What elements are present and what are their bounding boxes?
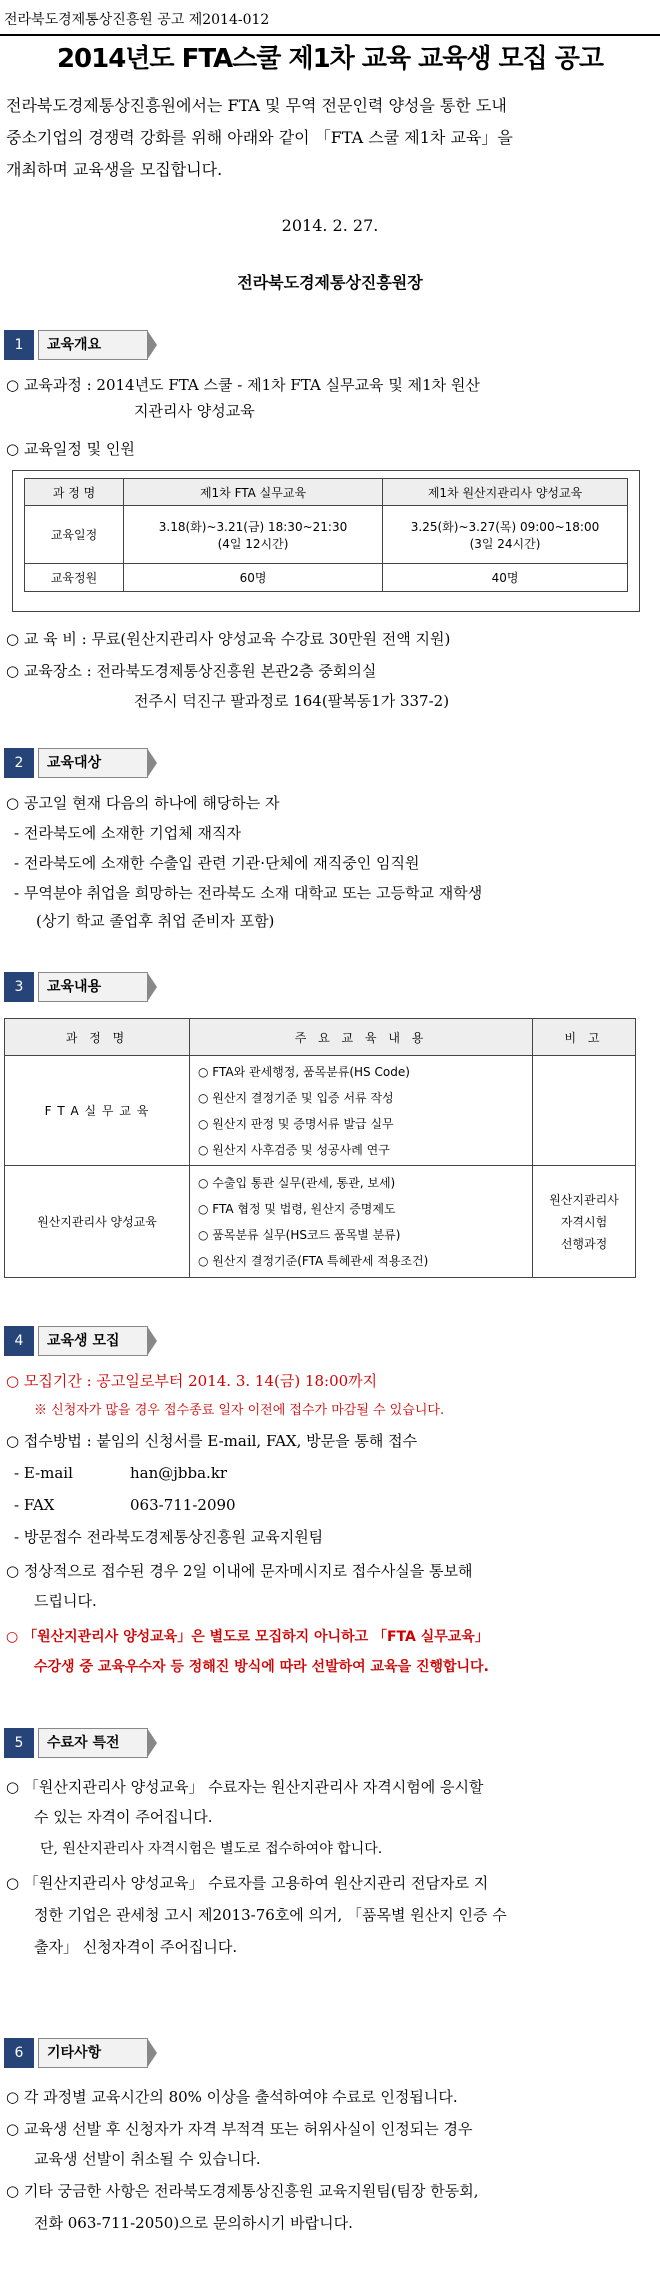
table-header: 제1차 원산지관리사 양성교육 [383, 479, 628, 506]
recruit-method: ○ 접수방법 : 붙임의 신청서를 E-mail, FAX, 방문을 통해 접수 [6, 1432, 418, 1450]
notice-line: ○ 정상적으로 접수된 경우 2일 이내에 문자메시지로 접수사실을 통보해 [6, 1562, 473, 1580]
course-name: 원산지관리사 양성교육 [5, 1166, 190, 1278]
list-item: ○ 수출입 통관 실무(관세, 통관, 보세) [198, 1175, 396, 1190]
target-line: - 전라북도에 소재한 기업체 재직자 [14, 824, 242, 842]
doc-number: 전라북도경제통상진흥원 공고 제2014-012 [4, 12, 270, 28]
section-label: 수료자 특전 [38, 1728, 148, 1758]
row-label: 교육정원 [25, 564, 124, 592]
note-line: 자격시험 [560, 1214, 608, 1229]
visit-line: - 방문접수 전라북도경제통상진흥원 교육지원팀 [14, 1528, 324, 1546]
table-header: 주 요 교 육 내 용 [190, 1019, 533, 1056]
warning-line-cont: 수강생 중 교육우수자 등 정해진 방식에 따라 선발하여 교육을 진행합니다. [34, 1659, 489, 1675]
cell-line: 3.25(화)~3.27(목) 09:00~18:00 [410, 519, 600, 534]
table-cell [383, 506, 628, 564]
course-name: F T A 실 무 교 육 [5, 1056, 190, 1166]
section-label: 교육내용 [38, 972, 148, 1002]
etc-line: 교육생 선발이 취소될 수 있습니다. [34, 2150, 261, 2168]
cell-line: (3일 24시간) [469, 536, 541, 551]
page-title: 2014년도 FTA스쿨 제1차 교육 교육생 모집 공고 [56, 44, 604, 74]
table-header: 비 고 [533, 1019, 636, 1056]
recruit-period-note: ※ 신청자가 많을 경우 접수종료 일자 이전에 접수가 마감될 수 있습니다. [34, 1403, 445, 1418]
table-header: 과 정 명 [5, 1019, 190, 1056]
content-table [4, 1018, 636, 1278]
email-label: - E-mail [14, 1464, 73, 1482]
section-number: 6 [4, 2038, 34, 2068]
course-line: ○ 교육과정 : 2014년도 FTA 스쿨 - 제1차 FTA 실무교육 및 제1차 원산 [6, 376, 480, 394]
agency-name: 전라북도경제통상진흥원장 [237, 273, 423, 292]
course-line-cont: 지관리사 양성교육 [134, 402, 255, 420]
venue-line: ○ 교육장소 : 전라북도경제통상진흥원 본관2층 중회의실 [6, 662, 377, 680]
announcement-date: 2014. 2. 27. [281, 216, 379, 235]
section-label: 교육생 모집 [38, 1326, 148, 1356]
fax-label: - FAX [14, 1496, 55, 1514]
benefit-line: 단, 원산지관리사 자격시험은 별도로 접수하여야 합니다. [40, 1841, 383, 1857]
table-cell [124, 506, 383, 564]
etc-line: ○ 교육생 선발 후 신청자가 자격 부적격 또는 허위사실이 인정되는 경우 [6, 2120, 473, 2138]
warning-line: ○ 「원산지관리사 양성교육」은 별도로 모집하지 아니하고 「FTA 실무교육」 [6, 1629, 489, 1645]
list-item: ○ 원산지 사후검증 및 성공사례 연구 [198, 1142, 390, 1157]
intro-line: 개최하며 교육생을 모집합니다. [6, 160, 223, 179]
row-label: 교육일정 [25, 506, 124, 564]
list-item: ○ 품목분류 실무(HS코드 품목별 분류) [198, 1227, 401, 1242]
note-line: 원산지관리사 [549, 1192, 619, 1207]
list-item: ○ 원산지 결정기준 및 입증 서류 작성 [198, 1090, 394, 1105]
benefit-line: ○ 「원산지관리사 양성교육」 수료자를 고용하여 원산지관리 전담자로 지 [6, 1874, 489, 1892]
note-cell [533, 1166, 636, 1278]
section-number: 5 [4, 1728, 34, 1758]
intro-paragraph [6, 90, 652, 186]
table-cell: 60명 [124, 564, 383, 592]
benefit-line: 수 있는 자격이 주어집니다. [34, 1808, 213, 1826]
cell-line: 3.18(화)~3.21(금) 18:30~21:30 [158, 519, 348, 534]
section-number: 4 [4, 1326, 34, 1356]
target-line: ○ 공고일 현재 다음의 하나에 해당하는 자 [6, 794, 280, 812]
note-line: 선행과정 [560, 1236, 608, 1251]
course-items [190, 1166, 533, 1278]
section-label: 교육대상 [38, 748, 148, 778]
section-label: 기타사항 [38, 2038, 148, 2068]
fax-value: 063-711-2090 [130, 1496, 236, 1514]
benefit-line: 출자」 신청자격이 주어집니다. [34, 1938, 238, 1956]
email-value: han@jbba.kr [130, 1464, 228, 1482]
table-cell: 40명 [383, 564, 628, 592]
list-item: ○ FTA와 관세행정, 품목분류(HS Code) [198, 1064, 410, 1079]
section-label: 교육개요 [38, 330, 148, 360]
section-number: 1 [4, 330, 34, 360]
etc-line: ○ 각 과정별 교육시간의 80% 이상을 출석하여야 수료로 인정됩니다. [6, 2088, 458, 2106]
notice-line-cont: 드립니다. [34, 1592, 97, 1610]
table-header: 제1차 FTA 실무교육 [124, 479, 383, 506]
intro-line: 중소기업의 경쟁력 강화를 위해 아래와 같이 「FTA 스쿨 제1차 교육」을 [6, 128, 513, 147]
fee-line: ○ 교 육 비 : 무료(원산지관리사 양성교육 수강료 30만원 전액 지원) [6, 630, 451, 648]
schedule-title: ○ 교육일정 및 인원 [6, 440, 135, 458]
table-header: 과 정 명 [25, 479, 124, 506]
etc-line: 전화 063-711-2050)으로 문의하시기 바랍니다. [34, 2214, 353, 2232]
section-number: 2 [4, 748, 34, 778]
benefit-line: 정한 기업은 관세청 고시 제2013-76호에 의거, 「품목별 원산지 인증 수 [34, 1906, 507, 1924]
target-line: - 무역분야 취업을 희망하는 전라북도 소재 대학교 또는 고등학교 재학생 [14, 884, 483, 902]
header-bar [0, 0, 660, 36]
schedule-table [24, 478, 628, 592]
section-number: 3 [4, 972, 34, 1002]
list-item: ○ FTA 협정 및 법령, 원산지 증명제도 [198, 1201, 396, 1216]
benefit-line: ○ 「원산지관리사 양성교육」 수료자는 원산지관리사 자격시험에 응시할 [6, 1778, 484, 1796]
target-line: (상기 학교 졸업후 취업 준비자 포함) [36, 912, 275, 930]
list-item: ○ 원산지 판정 및 증명서류 발급 실무 [198, 1116, 394, 1131]
intro-line: 전라북도경제통상진흥원에서는 FTA 및 무역 전문인력 양성을 통한 도내 [6, 96, 507, 115]
list-item: ○ 원산지 결정기준(FTA 특혜관세 적용조건) [198, 1253, 429, 1268]
etc-line: ○ 기타 궁금한 사항은 전라북도경제통상진흥원 교육지원팀(팀장 한동회, [6, 2182, 479, 2200]
course-items [190, 1056, 533, 1166]
venue-line-cont: 전주시 덕진구 팔과정로 164(팔복동1가 337-2) [134, 692, 450, 710]
recruit-period: ○ 모집기간 : 공고일로부터 2014. 3. 14(금) 18:00까지 [6, 1372, 378, 1390]
target-line: - 전라북도에 소재한 수출입 관련 기관·단체에 재직중인 임직원 [14, 854, 420, 872]
cell-line: (4일 12시간) [217, 536, 289, 551]
note-cell [533, 1056, 636, 1166]
